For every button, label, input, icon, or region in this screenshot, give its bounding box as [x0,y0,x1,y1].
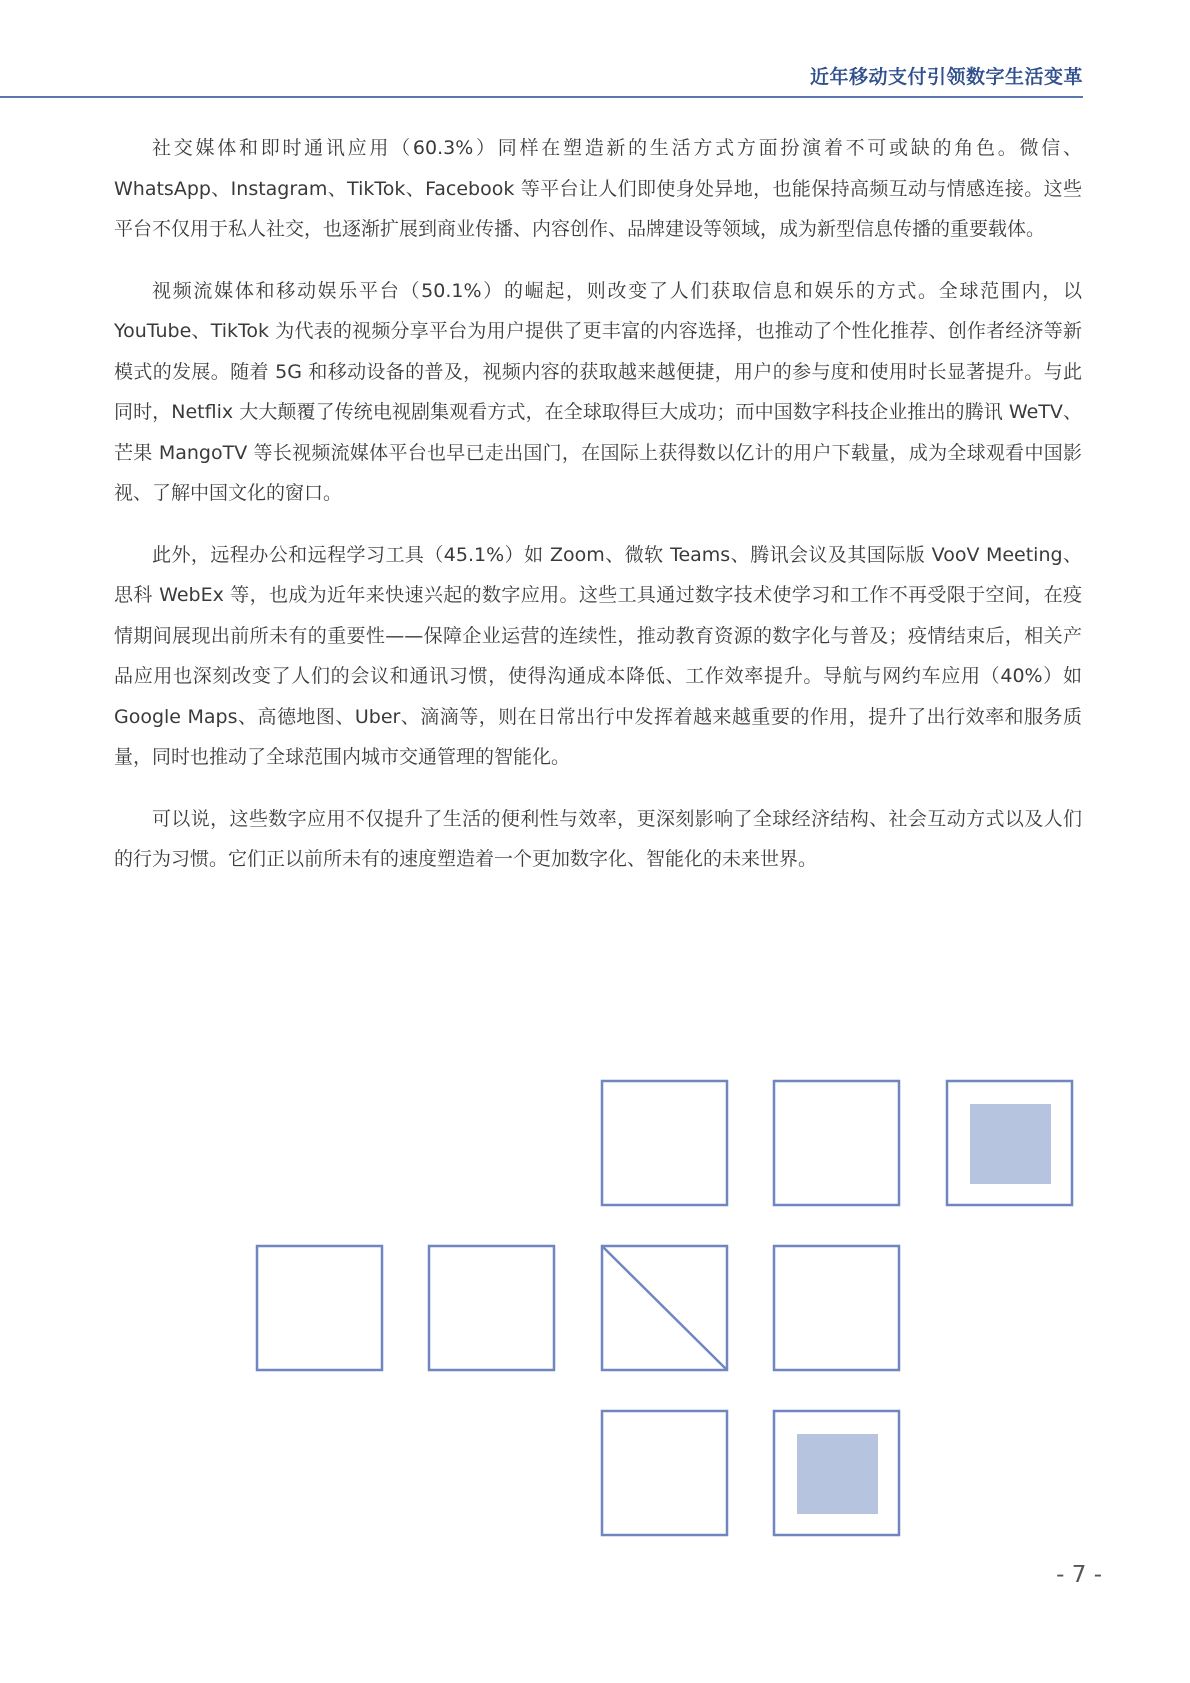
deco-square-r2-c3-diagonal [602,1246,727,1370]
paragraph-video-streaming: 视频流媒体和移动娱乐平台（50.1%）的崛起，则改变了人们获取信息和娱乐的方式。全球范围内，以 YouTube、TikTok 为代表的视频分享平台为用户提供了更丰富的内容选择，也推动了个性化推荐、创作者经济等新模式的发展。随着 5G 和移动设备的普及，视频内容的获取越来越便捷，用户的参与度和使用时长显著提升。与此同时，Netflix 大大颠覆了传统电视剧集观看方式，在全球取得巨大成功；而中国数字科技企业推出的腾讯 WeTV、芒果 MangoTV 等长视频流媒体平台也早已走出国门，在国际上获得数以亿计的用户下载量，成为全球观看中国影视、了解中国文化的窗口。 [114,279,1082,504]
deco-square-r2-c2 [429,1246,554,1370]
deco-square-r1-c2 [774,1081,899,1205]
page-number: - 7 - [1056,1562,1102,1588]
paragraph-remote-tools: 此外，远程办公和远程学习工具（45.1%）如 Zoom、微软 Teams、腾讯会议及其国际版 VooV Meeting、思科 WebEx 等，也成为近年来快速兴起的数字应用。这些工具通过数字技术使学习和工作不再受限于空间，在疫情期间展现出前所未有的重要性——保障企业运营的连续性，推动教育资源的数字化与普及；疫情结束后，相关产品应用也深刻改变了人们的会议和通讯习惯，使得沟通成本降低、工作效率提升。导航与网约车应用（40%）如 Google Maps、高德地图、Uber、滴滴等，则在日常出行中发挥着越来越重要的作用，提升了出行效率和服务质量，同时也推动了全球范围内城市交通管理的智能化。 [114,543,1082,768]
deco-square-r2-c1 [257,1246,382,1370]
deco-square-r2-c4 [774,1246,899,1370]
deco-square-r1-c3-fill [970,1104,1051,1184]
paragraph-conclusion: 可以说，这些数字应用不仅提升了生活的便利性与效率，更深刻影响了全球经济结构、社会互动方式以及人们的行为习惯。它们正以前所未有的速度塑造着一个更加数字化、智能化的未来世界。 [114,807,1082,870]
deco-square-r3-c1 [602,1411,727,1535]
deco-square-r3-c2-fill [797,1434,878,1514]
running-header-title: 近年移动支付引领数字生活变革 [809,66,1083,88]
deco-square-r1-c1 [602,1081,727,1205]
paragraph-social-media: 社交媒体和即时通讯应用（60.3%）同样在塑造新的生活方式方面扮演着不可或缺的角色。微信、WhatsApp、Instagram、TikTok、Facebook 等平台让人们即使身处异地，也能保持高频互动与情感连接。这些平台不仅用于私人社交，也逐渐扩展到商业传播、内容创作、品牌建设等领域，成为新型信息传播的重要载体。 [114,137,1082,240]
